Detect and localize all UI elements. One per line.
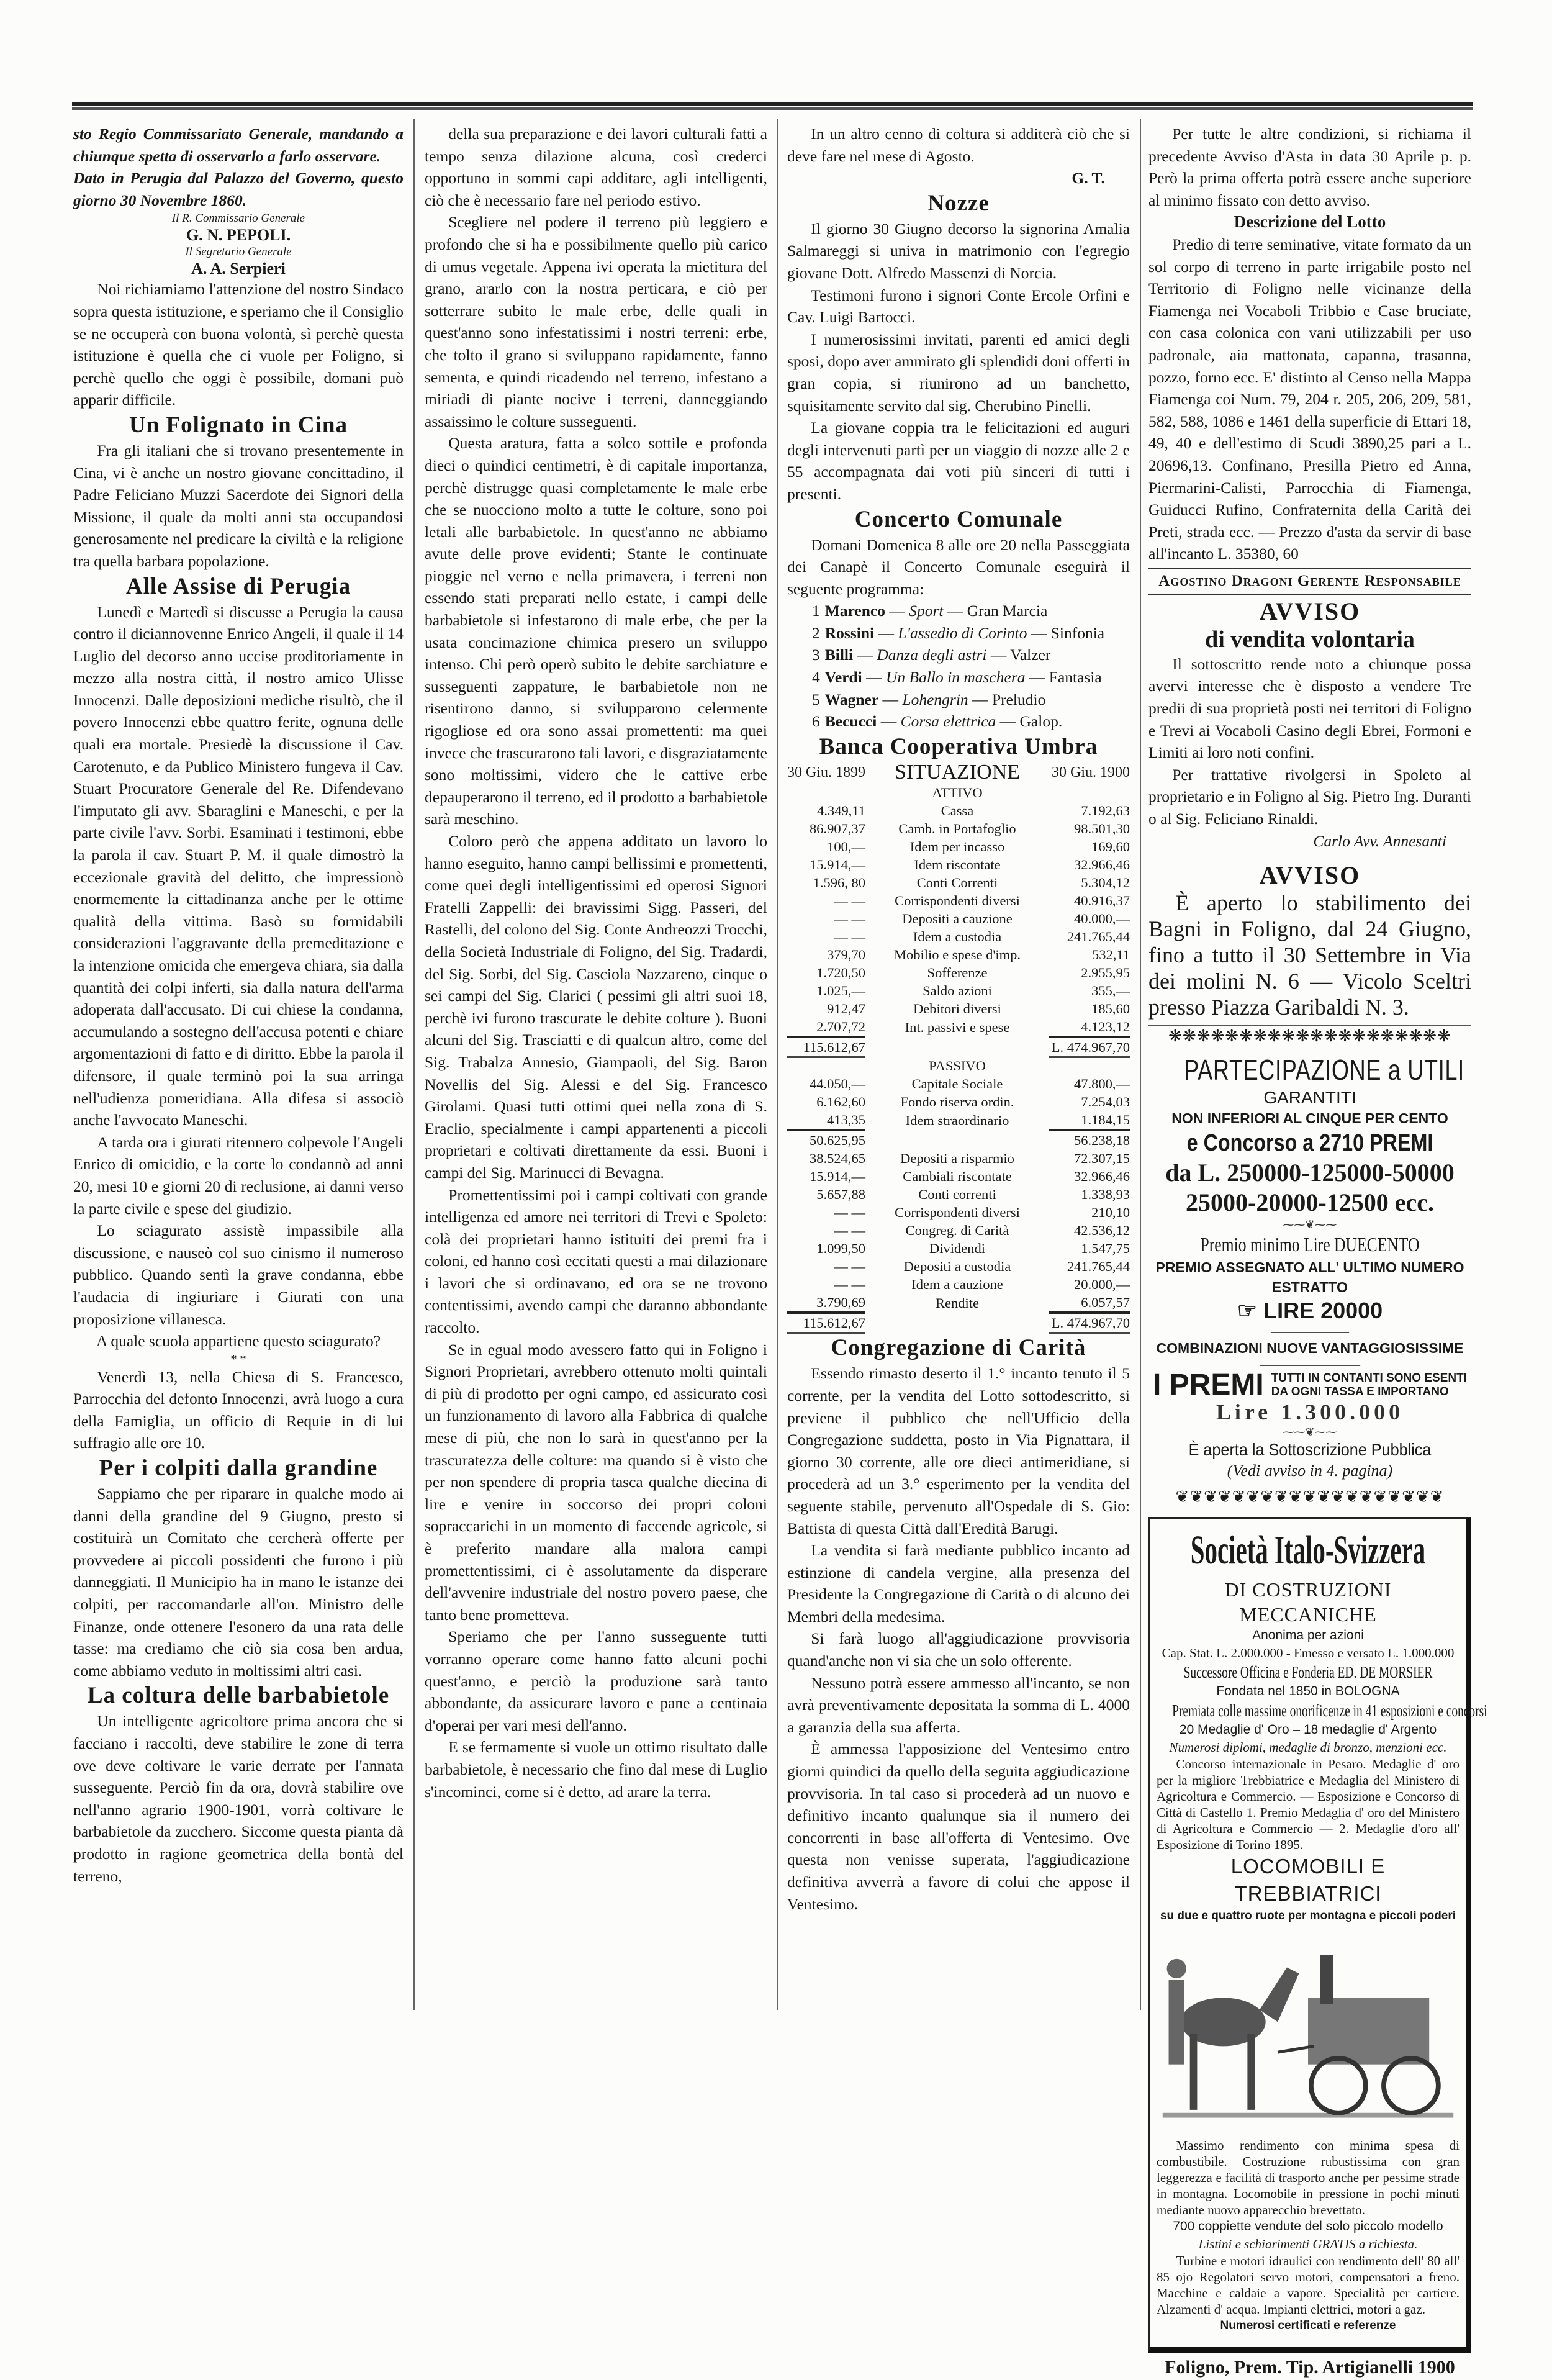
headline: Congregazione di Carità bbox=[831, 1335, 1086, 1361]
paragraph: Promettentissimi poi i campi coltivati con grande intelligenza ed amore nei territori di Trevi e Spoleto: colà dei proprietari hanno istituiti dei premi fra i coloni, ed hanno così eccitati questi a mai dilazionare i lavori che si ordinavano, ed ora se ne trovono contentissimi, avendo campi che daranno abbondante raccolto. bbox=[425, 1185, 767, 1337]
ad-line: PARTECIPAZIONE a UTILI bbox=[1184, 1054, 1465, 1087]
value-1899 bbox=[787, 784, 865, 802]
item-label: Idem a cauzione bbox=[911, 1277, 1003, 1293]
bs: 700 coppiette vendute del solo piccolo modello bbox=[1173, 2219, 1443, 2234]
value-1899: — — bbox=[834, 1223, 865, 1239]
paragraph: Se in egual modo avessero fatto qui in Foligno i Signori Proprietari, avrebbero ottenuto molti quintali di più di prodotto per ogni campo, ed assicurato così un funzionamento di lavoro alla Fabbrica di qualche mese di più, che non lo sarà in quest'anno per la trascuratezza delle colture: ma quando si è visto che per non spendere di propria tasca qualche diecina di lire e venire in soccorso dei propri coloni sopraccarichi in un momento di faccende agricole, si è preferito mandare alla malora campi promettentissimi, ci è assolutamente da disperare dell'avvenire industriale del nostro povero paese, che tanto bene prometteva. bbox=[425, 1340, 767, 1624]
program-number: 6 bbox=[812, 712, 820, 731]
column-divider bbox=[413, 119, 415, 2010]
paragraph: Domani Domenica 8 alle ore 20 nella Passeggiata dei Canapè il Concerto Comunale eseguirà il seguente programma: bbox=[787, 535, 1130, 598]
piece-title: Danza degli astri bbox=[877, 646, 987, 664]
item-label: Conti correnti bbox=[918, 1187, 996, 1203]
composer: Wagner bbox=[824, 690, 879, 708]
value-1900: 532,11 bbox=[1091, 946, 1130, 962]
paragraph: I numerosissimi invitati, parenti ed amici degli sposi, dopo aver ammirato gli splendidi doni offerti in gran copia, si riunirono ad un banchetto, squisitamente servito dal sig. Cherubino Pinelli. bbox=[787, 330, 1130, 415]
company-subtitle: DI COSTRUZIONI MECCANICHE bbox=[1224, 1578, 1392, 1626]
program-number: 3 bbox=[812, 646, 820, 664]
piece-title: Lohengrin bbox=[902, 690, 968, 708]
value-1899 bbox=[787, 1057, 865, 1075]
value-1900: 42.536,12 bbox=[1074, 1223, 1130, 1239]
value-1900: 1.338,93 bbox=[1081, 1187, 1130, 1203]
item-label bbox=[865, 1037, 1049, 1057]
value-1899: 5.657,88 bbox=[816, 1187, 865, 1203]
bsb: Numerosi certificati e referenze bbox=[1220, 2319, 1396, 2333]
value-1900 bbox=[1049, 1057, 1130, 1075]
value-1899: 6.162,60 bbox=[816, 1094, 865, 1110]
table-row bbox=[787, 982, 1130, 1000]
table-row bbox=[787, 1149, 1130, 1167]
table-row bbox=[787, 1185, 1130, 1203]
value-1900: 241.765,44 bbox=[1067, 928, 1130, 944]
value-1900: 1.547,75 bbox=[1081, 1241, 1130, 1257]
item-label: Idem a custodia bbox=[913, 928, 1002, 944]
ad-line: NON INFERIORI AL CINQUE PER CENTO bbox=[1171, 1110, 1448, 1127]
bs: 20 Medaglie d' Oro – 18 medaglie d' Argento bbox=[1179, 1722, 1437, 1737]
column-3 bbox=[787, 123, 1130, 1915]
table-row bbox=[787, 1313, 1130, 1333]
table-row bbox=[787, 1275, 1130, 1293]
value-1900: 7.192,63 bbox=[1081, 802, 1130, 818]
value-1899: 379,70 bbox=[827, 946, 865, 962]
ad-line: PREMIO ASSEGNATO ALL' ULTIMO NUMERO bbox=[1155, 1259, 1464, 1276]
paragraph: Nessuno potrà essere ammesso all'incanto, se non avrà preventivamente depositata la somma di L. 4000 a garanzia della sua afferta. bbox=[787, 1673, 1130, 1736]
paragraph: Concorso internazionale in Pesaro. Medaglie d' oro per la migliore Trebbiatrice e Medaglia del Ministero di Agricoltura e Commercio. — Esposizione e Concorso di Città di Castello 1. Premio Medaglia d' oro del Ministero di Agricoltura e Commercio — 2. Medaglie d'oro all' Esposizione di Torino 1895. bbox=[1157, 1757, 1460, 1853]
bank-statement-table bbox=[787, 761, 1130, 1334]
value-1899: 2.707,72 bbox=[816, 1018, 865, 1034]
piece-title: Corsa elettrica bbox=[900, 712, 996, 731]
column-divider bbox=[777, 119, 778, 2010]
prizes-label: I PREMI bbox=[1153, 1369, 1264, 1402]
composer: Rossini bbox=[824, 623, 875, 642]
bs: Anonima per azioni bbox=[1252, 1628, 1364, 1643]
value-1899: — — bbox=[834, 928, 865, 944]
notice-title: AVVISO bbox=[1259, 861, 1361, 890]
paragraph: Testimoni furono i signori Conte Ercole Orfini e Cav. Luigi Bartocci. bbox=[787, 286, 1130, 327]
signature-name: G. N. PEPOLI. bbox=[186, 226, 291, 245]
paragraph: Il sottoscritto rende noto a chiunque possa avervi interesse che è disposto a vendere Tre predii di sua proprietà posti nei territori di Foligno e Trevi ai Vocaboli Casino degli Ebrei, Formoni e Limiti ai loro noti confini. bbox=[1148, 654, 1471, 762]
bit: Listini e schiarimenti GRATIS a richiesta. bbox=[1198, 2237, 1418, 2252]
table-row bbox=[787, 1075, 1130, 1093]
bs: Fondata nel 1850 in BOLOGNA bbox=[1216, 1684, 1400, 1699]
value-1900: 6.057,57 bbox=[1081, 1295, 1130, 1311]
paragraph: della sua preparazione e dei lavori culturali fatti a tempo senza dilazione alcuna, così crederci opportuno in sommi capi additare, agli intelligenti, ciò che è necessario fare nel periodo estivo. bbox=[425, 125, 767, 209]
program-number: 2 bbox=[812, 623, 820, 642]
paragraph: Scegliere nel podere il terreno più leggiero e profondo che si ha e possibilmente quello più carico di umus vegetale. Appena ivi operata la mietitura del grano, ararlo con la nostra perticara, e ciò per sotterrare subito le male erbe, delle quali in quest'anno sono infestatissimi i nostri terreni: erbe, che tolto il grano si sviluppano rapidamente, fanno sementa, e quindi ricadendo nel terreno, infestano a miriadi di piante nocive i terreni, danneggiando assaissimo le colture susseguenti. bbox=[425, 213, 767, 430]
advertisement-box bbox=[1148, 1517, 1487, 2353]
editor-line: Agostino Dragoni Gerente Responsabile bbox=[1148, 568, 1471, 595]
paragraph: Per trattative rivolgersi in Spoleto al proprietario e in Foligno al Sig. Pietro Ing. Duranti o al Sig. Feliciano Rinaldi. bbox=[1148, 765, 1471, 828]
ad-line: 25000-20000-12500 ecc. bbox=[1186, 1188, 1434, 1217]
value-1900: L. 474.967,70 bbox=[1049, 1313, 1130, 1333]
product-heading: LOCOMOBILI E TREBBIATRICI bbox=[1230, 1855, 1386, 1906]
value-1899: — — bbox=[834, 1205, 865, 1221]
ornament-row: ❋❋❋❋❋❋❋❋❋❋❋❋❋❋❋❋❋❋❋❋ bbox=[1148, 1025, 1471, 1047]
italic-paragraph: sto Regio Commissariato Generale, mandando a chiunque spetta di osservarlo a farlo osservare. bbox=[73, 125, 404, 165]
program-item: 5 Wagner — Lohengrin — Preludio bbox=[812, 690, 1046, 708]
value-1900: 1.184,15 bbox=[1081, 1112, 1130, 1128]
bcond: Premiata colle massime onorificenze in 41 esposizioni e concorsi bbox=[1172, 1701, 1487, 1721]
table-row bbox=[787, 910, 1130, 928]
table-row bbox=[787, 1293, 1130, 1313]
program-number: 1 bbox=[812, 602, 820, 620]
composer: Verdi bbox=[824, 668, 862, 687]
bcond: Successore Officina e Fonderia ED. DE MORSIER bbox=[1183, 1663, 1433, 1682]
value-1899: 3.790,69 bbox=[816, 1295, 865, 1311]
locomobile-illustration bbox=[1157, 1929, 1460, 2133]
table-row bbox=[787, 1111, 1130, 1130]
value-1900: 5.304,12 bbox=[1081, 874, 1130, 890]
value-1899: — — bbox=[834, 910, 865, 926]
paragraph: Essendo rimasto deserto il 1.° incanto tenuto il 5 corrente, per la vendita del Lotto sottodescritto, si previene il pubblico che nell'Ufficio della Congregazione suddetta, posto in Via Pignattara, il giorno 30 corrente, alle ore dieci antimeridiane, si procederà ad un 3.° esperimento per la vendita del seguente stabile, pervenuto all'Ospedale di S. Gio: Battista di questa Città dall'Eredità Barugi. bbox=[787, 1364, 1130, 1537]
piece-form: Fantasia bbox=[1049, 668, 1102, 687]
table-row bbox=[787, 1167, 1130, 1185]
piece-form: Valzer bbox=[1010, 646, 1051, 664]
table-row bbox=[787, 784, 1130, 802]
value-1899: 413,35 bbox=[827, 1112, 865, 1128]
value-1899: 15.914,— bbox=[810, 856, 865, 872]
pointing-hand-icon: ☞ bbox=[1237, 1298, 1264, 1324]
item-label: PASSIVO bbox=[929, 1058, 986, 1074]
table-row bbox=[787, 761, 1130, 784]
value-1900: 98.501,30 bbox=[1074, 820, 1130, 836]
program-item: 2 Rossini — L'assedio di Corinto — Sinfonia bbox=[812, 623, 1105, 642]
paragraph: Questa aratura, fatta a solco sottile e profonda dieci o quindici centimetri, è di capitale importanza, perchè distrugge quasi completamente le male erbe che se nuocciono molto a tutte le colture, sono poi letali alle barbabietole. In quest'anno ne abbiamo avute delle prove evidenti; Stante le continuate pioggie nel verno e nella primavera, i terreni non essendo stati preparati nello estate, i campi delle barbabietole si infestarono di male erbe, che per la usata concimazione chimica presero un sviluppo intenso. Chi però operò subito le debite sarchiature e susseguenti zappature, le barbabietole non ne risentirono danno, si svilupparono celermente rigogliose ed ora sono assai promettenti: ma quei invece che trascurarono tali lavori, e disgraziatamente sono moltissimi, videro che le cattive erbe depauperarono il terreno, ed il prodotto a barbabietole sarà meschino. bbox=[425, 434, 767, 828]
table-row bbox=[787, 892, 1130, 910]
italic-paragraph: Dato in Perugia dal Palazzo del Governo, questo giorno 30 Novembre 1860. bbox=[73, 169, 404, 209]
item-label: Debitori diversi bbox=[913, 1000, 1001, 1016]
divider bbox=[1148, 856, 1471, 857]
paragraph: Lo sciagurato assistè impassibile alla discussione, e nauseò col suo cinismo il numeroso pubblico. Quando sentì la grave condanna, ebbe l'audacia di ingiuriare i Giurati con una proposizione villanesca. bbox=[73, 1221, 404, 1328]
value-1900 bbox=[1049, 784, 1130, 802]
value-1899: 50.625,95 bbox=[787, 1130, 865, 1149]
top-rule bbox=[72, 102, 1473, 107]
paragraph: E se fermamente si vuole un ottimo risultato dalle barbabietole, è necessario che fino dal mese di Luglio s'incominci, come si è detto, ad arare la terra. bbox=[425, 1738, 767, 1801]
value-1900: L. 474.967,70 bbox=[1049, 1037, 1130, 1057]
column-1 bbox=[73, 123, 404, 1887]
value-1900: 185,60 bbox=[1091, 1000, 1130, 1016]
value-1899: 1.720,50 bbox=[816, 964, 865, 980]
notice-text: È aperto lo stabilimento dei Bagni in Foligno, dal 24 Giugno, fino a tutto il 30 Settembre in Via dei molini N. 6 — Vicolo Sceltri presso Piazza Garibaldi N. 3. bbox=[1148, 890, 1471, 1020]
item-label bbox=[865, 1130, 1049, 1149]
flourish-divider: ⁓⁓❦⁓⁓ bbox=[1283, 1218, 1337, 1231]
program-item: 3 Billi — Danza degli astri — Valzer bbox=[812, 646, 1051, 664]
paragraph: La vendita si farà mediante pubblico incanto ad estinzione di candela vergine, alla presenza del Presidente la Congregazione di Carità o di alcuno dei Membri della medesima. bbox=[787, 1541, 1130, 1626]
item-label: Cassa bbox=[941, 802, 974, 818]
value-1899: 86.907,37 bbox=[810, 820, 865, 836]
piece-form: Sinfonia bbox=[1050, 623, 1105, 642]
table-row bbox=[787, 1257, 1130, 1275]
composer: Marenco bbox=[824, 602, 885, 620]
column-2 bbox=[425, 123, 767, 1803]
value-1899: 115.612,67 bbox=[787, 1037, 865, 1057]
table-row bbox=[787, 928, 1130, 946]
item-label: Capitale Sociale bbox=[911, 1076, 1003, 1092]
prizes-detail-1: TUTTI IN CONTANTI SONO ESENTI bbox=[1271, 1372, 1467, 1385]
item-label: Cambiali riscontate bbox=[903, 1169, 1012, 1185]
value-1899: 115.612,67 bbox=[787, 1313, 865, 1333]
item-label: Sofferenze bbox=[927, 964, 988, 980]
paragraph: Predio di terre seminative, vitate formato da un sol corpo di terreno in parte irrigabile posto nel Territorio di Foligno nelle vicinanze della Fiamenga nei Vocaboli Tribbio e Case bruciate, con casa colonica con vani utilizzabili per uso padronale, aia mattonata, capanna, trasanna, pozzo, forno ecc. E' distinto al Censo nella Mappa Fiamenga coi Num. 79, 204 r. 205, 206, 209, 581, 582, 588, 1086 e 1461 della superficie di Ettari 18, 49, 40 e dell'estimo di Scudi 3890,25 pari a L. 20696,13. Confinano, Presilla Pietro ed Anna, Piermarini-Calisti, Parrocchia di Fiamenga, Guiducci Rufino, Confraternita della Carità dei Preti, strada ecc. — Prezzo d'asta da servir di base all'incanto L. 35380, 60 bbox=[1148, 235, 1471, 563]
table-row bbox=[787, 1203, 1130, 1221]
centered-line: A quale scuola appartiene questo sciagurato? bbox=[96, 1332, 381, 1351]
program-number: 5 bbox=[812, 690, 820, 708]
paragraph: Lunedì e Martedì si discusse a Perugia la causa contro il diciannovenne Enrico Angeli, il quale il 14 Luglio del decorso anno uccise proditoriamente in mezzo alla nostra città, il nostro amico Ulisse Innocenzi. Dalle deposizioni mediche risultò, che il povero Innocenzi ebbe quattro ferite, ognuna delle quali era mortale. Presiedè la discussione il Cav. Carotenuto, e da Publico Ministero fungeva il Cav. Stuart Procuratore Generale del Re. Difendevano l'imputato gli avv. Sbaraglini e Maneschi, e per la parte civile l'avv. Sorbi. Esaminati i testimoni, ebbe la parola il cav. Stuart P. M. il quale dimostrò la eccezionale gravità del delitto, che impressionò enormemente la cittadinanza anche per le ottime qualità della vittima. Basò su formidabili considerazioni l'aggravante della premeditazione e la intenzione omicida che emergeva chiara, sia dalla quantità dei colpi inferti, sia dalla natura dell'arma adoperata dall'accusato. Di cui chiese la condanna, accumulando a sostegno dell'accusa potenti e chiare argomentazioni di fatto e di diritto. Ebbe la parola il difensore, il quale terminò poi la sua arringa nell'udienza pomeridiana. Alla difesa si associò anche l'avvocato Maneschi. bbox=[73, 602, 404, 1129]
item-label: Idem per incasso bbox=[909, 838, 1005, 854]
value-1900: 241.765,44 bbox=[1067, 1259, 1130, 1275]
signature-title: Il R. Commissario Generale bbox=[171, 212, 305, 225]
table-row bbox=[787, 1000, 1130, 1018]
prizes-detail bbox=[1271, 1372, 1467, 1399]
value-1900: 72.307,15 bbox=[1074, 1151, 1130, 1167]
table-row bbox=[787, 1093, 1130, 1111]
value-1900: 32.966,46 bbox=[1074, 1169, 1130, 1185]
prizes-line bbox=[1148, 1369, 1471, 1402]
prize-amount-text: LIRE 20000 bbox=[1263, 1298, 1383, 1324]
table-row bbox=[787, 1239, 1130, 1257]
item-label: ATTIVO bbox=[932, 784, 983, 800]
item-label: Mobilio e spese d'imp. bbox=[893, 946, 1021, 962]
column-4 bbox=[1148, 123, 1487, 2380]
table-row bbox=[787, 1057, 1130, 1075]
paragraph: Sappiamo che per riparare in qualche modo ai danni della grandine del 9 Giugno, presto si costituirà un Comitato che cercherà offerte per provvedere ai piccoli possidenti che furono i più danneggiati. Il Municipio ha in mano le istanze dei colpiti, per raccomandarle all'on. Ministro delle Finanze, onde ottenere l'esonero da una rata delle tasse: ma crediamo che ciò sia cosa ben ardua, come abbiamo veduto in moltissimi altri casi. bbox=[73, 1485, 404, 1680]
bit: Numerosi diplomi, medaglie di bronzo, menzioni ecc. bbox=[1169, 1740, 1447, 1755]
horse-and-machine-icon bbox=[1157, 1929, 1460, 2133]
table-row bbox=[787, 874, 1130, 892]
ad-line: ESTRATTO bbox=[1272, 1279, 1348, 1296]
ad-line: da L. 250000-125000-50000 bbox=[1165, 1159, 1455, 1187]
headline: Nozze bbox=[927, 190, 990, 216]
piece-form: Gran Marcia bbox=[967, 602, 1048, 620]
value-1899: 1.025,— bbox=[816, 982, 865, 998]
item-label: Camb. in Portafoglio bbox=[898, 820, 1016, 836]
value-1900: 32.966,46 bbox=[1074, 856, 1130, 872]
value-1900: 355,— bbox=[1091, 982, 1130, 998]
value-1899: 1.596, 80 bbox=[813, 874, 865, 890]
item-label: Corrispondenti diversi bbox=[895, 1205, 1020, 1221]
item-label: Idem straordinario bbox=[905, 1113, 1009, 1129]
paragraph: A tarda ora i giurati ritennero colpevole l'Angeli Enrico di omicidio, e la corte lo condannò ad anni 20, mesi 10 e giorni 20 di reclusione, ai danni verso la parte civile e spese del giudizio. bbox=[73, 1133, 404, 1218]
paragraph: Fra gli italiani che si trovano presentemente in Cina, vi è anche un nostro giovane concittadino, il Padre Feliciano Muzzi Sacerdote dei Signori della Missione, il quale da molti anni sta occupandosi generosamente nel predicare la civiltà e la religione tra quella barbara popolazione. bbox=[73, 441, 404, 570]
value-1900: 7.254,03 bbox=[1081, 1094, 1130, 1110]
value-1899: 4.349,11 bbox=[817, 802, 865, 818]
subheading: Descrizione del Lotto bbox=[1234, 212, 1386, 232]
paragraph: Un intelligente agricoltore prima ancora che si facciano i raccolti, deve stabilire le zone di terra ove deve coltivare le varie derrate per l'annata susseguente. Perciò fin da ora, dovrà stabilire ove nell'anno agrario 1900-1901, vorrà coltivare le barbabietole da zucchero. Siccome questa pianta dà prodotto in ragione geometrica della bontà del terreno, bbox=[73, 1712, 404, 1885]
item-label: Conti Correnti bbox=[916, 874, 998, 890]
item-label: Corrispondenti diversi bbox=[895, 892, 1020, 908]
value-1900: 2.955,95 bbox=[1081, 964, 1130, 980]
item-label bbox=[865, 1313, 1049, 1333]
paragraph: In un altro cenno di coltura si additerà ciò che si deve fare nel mese di Agosto. bbox=[787, 125, 1130, 165]
item-label: Depositi a cauzione bbox=[902, 910, 1013, 926]
value-1899: 44.050,— bbox=[810, 1076, 865, 1092]
table-row bbox=[787, 802, 1130, 820]
item-label: Dividendi bbox=[929, 1241, 985, 1257]
prizes-detail-2: DA OGNI TASSA E IMPORTANO bbox=[1271, 1385, 1449, 1399]
item-label: Depositi a custodia bbox=[903, 1259, 1011, 1275]
flourish-divider: ⁓⁓❦⁓⁓ bbox=[1283, 1426, 1337, 1439]
value-1899: — — bbox=[834, 892, 865, 908]
printer-imprint: Foligno, Prem. Tip. Artigianelli 1900 bbox=[1165, 2357, 1455, 2378]
notice-title: AVVISO bbox=[1259, 597, 1361, 625]
program-item: 4 Verdi — Un Ballo in maschera — Fantasia bbox=[812, 668, 1102, 687]
value-1900: 30 Giu. 1900 bbox=[1052, 764, 1130, 781]
table-row bbox=[787, 1018, 1130, 1037]
value-1900: 47.800,— bbox=[1074, 1076, 1130, 1092]
signature: Carlo Avv. Annesanti bbox=[1313, 831, 1446, 850]
flourish-divider: ――――――――― bbox=[1260, 1359, 1360, 1372]
paragraph: Si farà luogo all'aggiudicazione provvisoria quand'anche non vi sia che un solo offerente. bbox=[787, 1629, 1130, 1670]
signature-name: A. A. Serpieri bbox=[191, 260, 286, 278]
bser: Cap. Stat. L. 2.000.000 - Emesso e versato L. 1.000.000 bbox=[1162, 1645, 1455, 1661]
value-1899: 30 Giu. 1899 bbox=[787, 764, 865, 781]
item-label: Int. passivi e spese bbox=[905, 1019, 1010, 1035]
paragraph: Il giorno 30 Giugno decorso la signorina Amalia Salmareggi si univa in matrimonio con l'egregio giovane Dott. Alfredo Massenzi di Norcia. bbox=[787, 219, 1130, 282]
program-item: 1 Marenco — Sport — Gran Marcia bbox=[812, 602, 1048, 620]
value-1899: 1.099,50 bbox=[816, 1241, 865, 1257]
piece-form: Galop. bbox=[1019, 712, 1063, 731]
value-1899: 38.524,65 bbox=[810, 1151, 865, 1167]
paragraph: La giovane coppia tra le felicitazioni ed auguri degli intervenuti partì per un viaggio di nozze alle 2 e 55 accompagnata dai voti più sinceri di tutti i presenti. bbox=[787, 419, 1130, 503]
paragraph: Per tutte le altre condizioni, si richiama il precedente Avviso d'Asta in data 30 Aprile p. p. Però la prima offerta potrà essere anche superiore al minimo fissato con detto avviso. bbox=[1148, 125, 1471, 209]
prize-amount bbox=[1148, 1297, 1471, 1324]
value-1899: 912,47 bbox=[827, 1000, 865, 1016]
value-1900: 4.123,12 bbox=[1081, 1018, 1130, 1034]
ad-line: Premio minimo Lire DUECENTO bbox=[1200, 1233, 1420, 1256]
item-label: Saldo azioni bbox=[923, 982, 992, 998]
table-row bbox=[787, 1037, 1130, 1057]
table-row bbox=[787, 1221, 1130, 1239]
item-label: SITUAZIONE bbox=[894, 760, 1021, 784]
ad-line: È aperta la Sottoscrizione Pubblica bbox=[1188, 1440, 1432, 1460]
item-label: Fondo riserva ordin. bbox=[900, 1094, 1014, 1110]
headline: La coltura delle barbabietole bbox=[87, 1683, 390, 1709]
piece-title: Un Ballo in maschera bbox=[885, 668, 1026, 687]
headline: Alle Assise di Perugia bbox=[125, 573, 351, 599]
item-label: Depositi a risparmio bbox=[900, 1151, 1014, 1167]
item-label: Rendite bbox=[936, 1295, 979, 1311]
piece-title: L'assedio di Corinto bbox=[898, 623, 1027, 642]
table-row bbox=[787, 964, 1130, 982]
signature-title: Il Segretario Generale bbox=[185, 245, 292, 259]
ad-line: e Concorso a 2710 PREMI bbox=[1186, 1130, 1433, 1157]
item-label: Congreg. di Carità bbox=[905, 1223, 1009, 1239]
signature: G. T. bbox=[1072, 169, 1105, 188]
value-1900: 56.238,18 bbox=[1049, 1130, 1130, 1149]
paragraph: Venerdì 13, nella Chiesa di S. Francesco, Parrocchia del defonto Innocenzi, avrà luogo a cura della Famiglia, un officio di Requie in di lui suffragio alle ore 10. bbox=[73, 1367, 404, 1452]
value-1900: 169,60 bbox=[1091, 838, 1130, 854]
table-row bbox=[787, 856, 1130, 874]
flourish-divider: ――――――― bbox=[1271, 1325, 1349, 1338]
column-divider bbox=[1140, 119, 1141, 2010]
ad-line: COMBINAZIONI NUOVE VANTAGGIOSISSIME bbox=[1156, 1340, 1464, 1357]
ad-line: Lire 1.300.000 bbox=[1216, 1400, 1404, 1425]
headline: Un Folignato in Cina bbox=[129, 412, 348, 438]
ad-line: (Vedi avviso in 4. pagina) bbox=[1227, 1462, 1393, 1480]
value-1900: 40.000,— bbox=[1074, 910, 1130, 926]
table-row bbox=[787, 838, 1130, 856]
paragraph: Noi richiamiamo l'attenzione del nostro Sindaco sopra questa istituzione, e speriamo che il Consiglio se ne occuperà con buona volontà, sì perchè questa istituzione è quella che ci vuole per Foligno, sì perchè quello che oggi è possibile, domani può apparir difficile. bbox=[73, 280, 404, 409]
bsb: su due e quattro ruote per montagna e piccoli poderi bbox=[1160, 1909, 1456, 1923]
value-1900: 40.916,37 bbox=[1074, 892, 1130, 908]
headline: Banca Cooperativa Umbra bbox=[819, 733, 1098, 759]
value-1899: 15.914,— bbox=[810, 1169, 865, 1185]
headline: Per i colpiti dalla grandine bbox=[99, 1455, 378, 1482]
paragraph: Turbine e motori idraulici con rendimento dell' 80 all' 85 ojo Regolatori servo motori, compensatori a freno. Macchine e caldaie a vapore. Specialità per cartiere. Alzamenti d' acqua. Impianti elettrici, motori a gaz. bbox=[1157, 2253, 1460, 2317]
table-row bbox=[787, 946, 1130, 964]
value-1899: — — bbox=[834, 1277, 865, 1293]
composer: Billi bbox=[824, 646, 854, 664]
paragraph: Coloro però che appena additato un lavoro lo hanno eseguito, hanno campi bellissimi e promettenti, come quei degli intelligentissimi ed operosi Signori Fratelli Zappelli: dei bravissimi Sigg. Passeri, del Rastelli, del colono del Sig. Conte Andreozzi Trocchi, della Società Industriale di Foligno, del Sig. Tradardi, del Sig. Sorbi, del Sig. Casciola Nazzareno, cinque o sei campi del Sig. Clarici ( pessimi gli altri suoi 18, perchè ivi furono trascurate le debite colture ). Buoni alcuni del Sig. Trasciatti e di qualcun altro, come del Sig. Trabalza Annesio, Giampaoli, del Sig. Baron Novellis del Sig. Alessi e del Sig. Francesco Girolami. Quasi tutti ottimi quei nella zona di S. Eraclio, specialmente i campi appartenenti a piccoli proprietari e coltivati direttamente da essi. Buoni i campi del Sig. Marinucci di Bevagna. bbox=[425, 832, 767, 1182]
item-label: Idem riscontate bbox=[914, 856, 1001, 872]
piece-form: Preludio bbox=[991, 690, 1046, 708]
headline: Concerto Comunale bbox=[854, 506, 1063, 532]
table-row bbox=[787, 820, 1130, 838]
piece-title: Sport bbox=[909, 602, 944, 620]
notice-subtitle: di vendita volontaria bbox=[1205, 626, 1415, 653]
paragraph: È ammessa l'apposizione del Ventesimo entro giorni quindici da quello della seguita aggiudicazione provvisoria. In tal caso si procederà ad un nuovo e definitivo incanto qualunque sia il numero dei concorrenti in base all'offerta di Ventesimo. Ove questa non venisse superata, l'aggiudicazione definitiva avverrà a favore di colui che appose il Ventesimo. bbox=[787, 1740, 1130, 1913]
paragraph: Massimo rendimento con minima spesa di combustibile. Costruzione rubustissima con gran leggerezza e facilità di trasporto anche per pessime strade in montagna. Locomobile in pressione in pochi minuti mediante nuovo apparecchio brevettato. bbox=[1157, 2138, 1460, 2218]
table-row bbox=[787, 1130, 1130, 1149]
ad-line: GARANTITI bbox=[1263, 1088, 1356, 1108]
program-item: 6 Becucci — Corsa elettrica — Galop. bbox=[812, 712, 1063, 731]
company-name: Società Italo-Svizzera bbox=[1190, 1527, 1426, 1573]
composer: Becucci bbox=[824, 712, 877, 731]
ornament-row: ❦❦❦❦❦❦❦❦❦❦❦❦❦❦❦❦❦❦❦ bbox=[1148, 1486, 1471, 1508]
paragraph: Speriamo che per l'anno susseguente tutti vorranno operare come hanno fatto alcuni pochi quest'anno, e perciò la produzione sarà tanto abbondante, da assicurare lavoro e pane a centinaia d'operai per vari mesi dell'anno. bbox=[425, 1627, 767, 1734]
value-1900: 20.000,— bbox=[1074, 1277, 1130, 1293]
value-1899: 100,— bbox=[827, 838, 865, 854]
value-1899: — — bbox=[834, 1259, 865, 1275]
value-1900: 210,10 bbox=[1091, 1205, 1130, 1221]
program-number: 4 bbox=[812, 668, 820, 687]
asterism: * * bbox=[230, 1352, 246, 1366]
